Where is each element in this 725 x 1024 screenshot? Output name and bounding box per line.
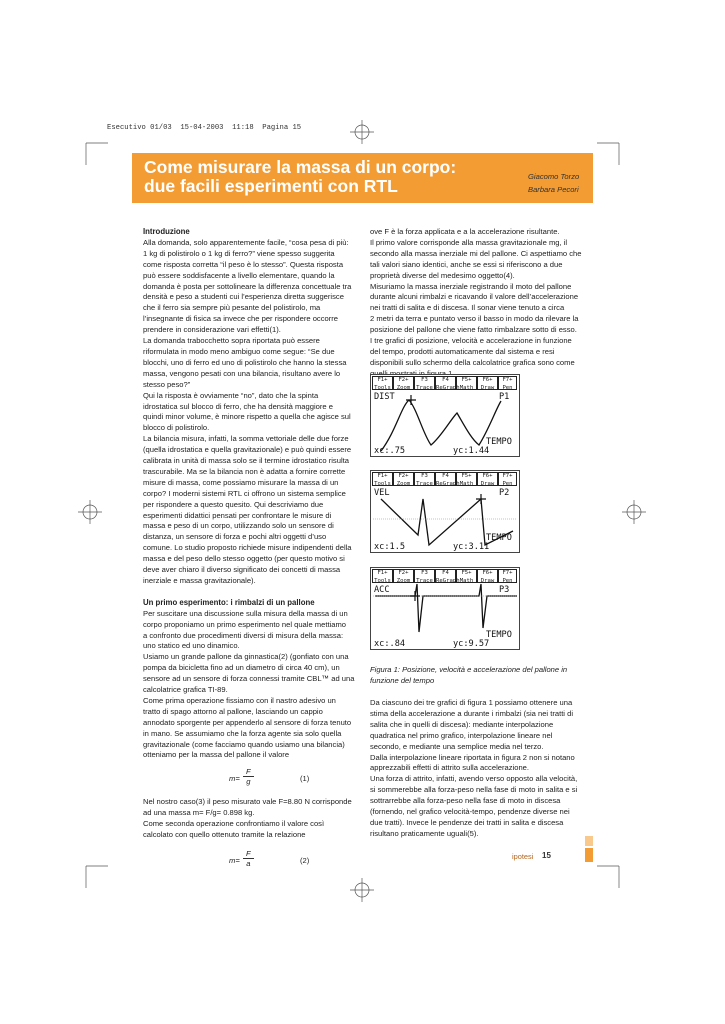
text-line: Da ciascuno dei tre grafici di figura 1 possiamo ottenere una [370,698,573,707]
calc-quantity-label: DIST [374,392,395,402]
text-line: ove F è la forza applicata e a la accelerazione risultante. [370,227,560,236]
page-title [144,158,456,196]
text-line: risultano praticamente uguali(5). [370,828,479,838]
calc-menu-item: F3 Trace [414,472,435,486]
text-line: Come seconda operazione confrontiamo il valore così [143,819,325,829]
calc-menu-item: F2+ Zoom [393,569,414,583]
calc-quantity-label: VEL [374,488,390,498]
text-line: secondo alla massa inerziale mi del pallone. Ci aspettiamo che [370,248,582,258]
text-line: trascurabile. Ma se la bilancia non è adatta a fornire corrette [143,466,346,476]
calc-cursor [406,395,416,405]
text-line: gravitazionale (come facciamo quando usiamo una bilancia) [143,739,345,749]
calc-menu-item: F6+ Draw [477,569,498,583]
text-line: proprietà diverse del medesimo oggetto(4). [370,270,515,280]
calc-x-readout: xc:.75 [374,446,406,456]
text-line: Qui la risposta è ovviamente “no”, dato che la spinta [143,390,319,400]
text-line: deve aver chiaro il diverso significato dei concetti di massa [143,565,341,575]
calc-axis-label: TEMPO [486,437,512,447]
text-line: salita che in quelli di discesa): mediante interpolazione [370,719,554,729]
text-line: secondo, e mediante una semplice media nel terzo. [370,741,544,751]
text-line: (fornendo, nel grafico velocità-tempo, pendenze diverse nei [370,807,570,817]
calc-quantity-label: ACC [374,585,390,595]
text-line: calcolato con quello ottenuto tramite la relazione [143,830,306,840]
text-line: 2 metri da terra e puntato verso il basso in modo da rilevare la [370,314,579,324]
calc-plot-id: P3 [499,585,510,595]
text-line: domanda è posta per sottolineare la differenza concettuale tra [143,281,352,291]
calc-menu-item: F4 ReGraph [436,570,460,584]
text-line: pompa da bicicletta fino ad un diametro di circa 40 cm), un [143,663,340,673]
text-line: tali valori siano identici, anche se essi si riferiscono a due [370,259,563,269]
calc-axis-label: TEMPO [486,533,512,543]
text-line: del tempo, prodotti automaticamente dal sistema e resi [370,346,555,356]
calc-menu-item: F5+ Math [456,376,477,390]
calc-screen-acc [370,567,520,650]
text-line: calcolatrice grafica TI-89. [143,685,228,695]
text-line: Nel nostro caso(3) il peso misurato vale F=8.80 N corrisponde [143,797,352,807]
author-1: Giacomo Torzo [528,172,580,181]
text-line: stima della accelerazione a durante i rimbalzi (sia nei tratti di [370,708,574,718]
text-line: quadratica nel primo grafico, interpolazione lineare nel [370,730,553,740]
text-line: (quella idrostatica e quella gravitazionale) e può quindi essere [143,445,352,455]
text-line: si sommerebbe alla forza-peso nella fase di moto in salita e si [370,785,578,795]
text-line: uno statico ed uno dinamico. [143,641,240,651]
calc-menu-item: F1+ Tools [372,472,393,486]
calc-menu-item: F5+ Math [456,472,477,486]
text-line: sensore ad un sensore di forza connessi tramite CBL™ ad una [143,674,355,684]
text-line: calibrata in unità di massa solo se il termine idrostatico risulta [143,456,349,466]
calc-axis-label: TEMPO [486,630,512,640]
calc-y-readout: yc:3.11 [453,542,490,552]
text-line: può essere soddisfacente a livello elementare, quando la [143,270,335,280]
text-line: densità e peso a studenti cui l’esperienza diretta suggerisce [143,292,344,302]
calc-menu-item: F7+ Pen [498,569,517,583]
text-line: quindi minor volume, è minore rispetto a quella che agisce sul [143,412,351,422]
text-line: La domanda trabocchetto sopra riportata può essere [143,336,320,346]
text-line: 1 kg di polistirolo o 1 kg di ferro?” viene spesso suggerita [143,248,335,258]
formula-1 [143,767,363,791]
calc-x-readout: xc:1.5 [374,542,406,552]
text-line: Il primo valore corrisponde alla massa gravitazionale mg, il [370,237,568,247]
footer-section-label: ipotesi [512,852,534,861]
calc-menu-item: F7+ Pen [498,376,517,390]
text-line: inerziale e massa gravitazionale). [143,576,256,585]
text-line: nei tratti di salita e di discesa. Il sonar viene tenuto a circa [370,303,565,313]
experiment-1-paragraph [143,609,363,762]
formula-2-denominator: a [246,859,251,869]
text-line: due tratti). Invece le pendenze dei tratti in salita e discesa [370,817,564,827]
right-column-top [370,227,588,380]
text-line: otteniamo per la massa del pallone il valore [143,750,290,760]
text-line: Come prima operazione fissiamo con il nastro adesivo un [143,695,336,705]
formula-2-numerator: F [243,849,254,859]
text-line: massa e del peso dello stesso oggetto (per questo motivo si [143,554,345,564]
calc-y-readout: yc:9.57 [453,639,490,649]
calc-menu-item: F6+ Draw [477,376,498,390]
formula-1-lhs: m= [229,774,240,784]
text-line: riformulata in modo meno ambiguo come segue: “Se due [143,346,335,356]
figure-caption: Figura 1: Posizione, velocità e accelerazione del pallone in funzione del tempo [370,665,568,685]
text-line: a confronto due procedimenti diversi di misura della massa: [143,630,344,640]
author-2: Barbara Pecori [528,185,579,194]
authors [528,170,579,196]
calc-menu-item: F6+ Draw [477,472,498,486]
text-line: idrostatica sul blocco di ferro, che ha densità maggiore e [143,401,333,411]
formula-2-tag: (2) [300,856,310,866]
text-line: esperimenti didattici pensati per confrontare le misure di [143,510,332,520]
text-line: disponibili sullo schermo della calcolatrice grafica sono come [370,357,575,367]
calc-y-readout: yc:1.44 [453,446,490,456]
text-line: Misuriamo la massa inerziale registrando il moto del pallone [370,281,572,291]
page-number: 15 [542,851,551,860]
calc-menu-item: F4 ReGraph [436,377,460,391]
text-line: durante alcuni rimbalzi e ricavando il valore dell’accelerazione [370,292,579,302]
calc-menu-item: F7+ Pen [498,472,517,486]
intro-paragraph [143,238,363,587]
title-line-1: Come misurare la massa di un corpo: [144,157,457,177]
left-column [143,227,363,873]
title-line-2: due facili esperimenti con RTL [144,176,398,196]
footer-accent-light [585,836,593,846]
text-line: come risposta corretta “il peso è lo stesso”. Questa risposta [143,259,344,269]
calc-curve [381,400,501,451]
formula-2 [143,849,363,873]
text-line: apprezzabili effetti di attrito sulla accelerazione. [370,763,529,773]
calc-menu-item: F1+ Tools [372,376,393,390]
text-line: Usiamo un grande pallone da ginnastica(2) (gonfiato con una [143,652,349,662]
text-line: La bilancia misura, infatti, la somma vettoriale delle due forze [143,434,349,444]
text-line: in mano. Se assumiamo che la forza agente sia solo quella [143,728,342,738]
text-line: massa e peso di un corpo, utilizzando solo un sensore di [143,521,334,531]
text-line: comune. Lo studio proposto richiede misure indipendenti della [143,543,352,553]
text-line: corpo proponiamo un primo esperimento nel quale mettiamo [143,619,347,629]
footer-accent [585,848,593,862]
formula-2-lhs: m= [229,856,240,866]
text-line: corpo? I moderni sistemi RTL ci offrono un sistema semplice [143,488,346,498]
right-column-bottom [370,698,588,840]
text-line: prendere in considerazione vari effetti(1). [143,325,281,335]
heading-experiment-1: Un primo esperimento: i rimbalzi di un pallone [143,597,315,607]
calc-menu-item: F1+ Tools [372,569,393,583]
formula-1-numerator: F [243,767,254,777]
text-line: posizione del pallone che viene fatto rimbalzare sotto di esso. [370,325,577,335]
text-line: stesso peso?” [143,379,191,389]
text-line: tratto di spago attorno al pallone, lasciando un cappio [143,706,323,716]
text-line: blocco di polistirolo. [143,423,210,433]
text-line: l’insegnante di fisica sa invece che per rispondere occorre [143,314,339,324]
text-line: Una forza di attrito, infatti, avendo verso opposto alla velocità, [370,774,578,784]
text-line: massa, vengono pesati con una bilancia, risultano avere lo [143,368,341,378]
calc-curve [375,584,517,632]
text-line: Dalla interpolazione lineare riportata in figura 2 non si notano [370,752,575,762]
print-slug: Esecutivo 01/03 15-04-2003 11:18 Pagina 15 [107,124,302,132]
text-line: misure di massa, come possiamo misurare la massa di un [143,477,339,487]
text-line: Alla domanda, solo apparentemente facile, “cosa pesa di più: [143,237,349,247]
calc-menu-item: F5+ Math [456,569,477,583]
experiment-1-paragraph-2 [143,797,363,841]
text-line: per rispondere a questo quesito. Qui descriviamo due [143,499,324,509]
text-line: distanza, un sensore di forza e pochi altri oggetti d’uso [143,532,327,542]
calc-x-readout: xc:.84 [374,639,406,649]
calc-menu-item: F3 Trace [414,376,435,390]
calc-plot-id: P1 [499,392,510,402]
text-line: che il ferro sia sempre più pesante del polistirolo, ma [143,303,321,313]
calc-menu-item: F3 Trace [414,569,435,583]
text-line: Per suscitare una discussione sulla misura della massa di un [143,608,348,618]
text-line: ad una massa m= F/g= 0.898 kg. [143,808,255,818]
calc-menu-item: F4 ReGraph [436,473,460,487]
calc-cursor [410,591,420,601]
heading-introduzione: Introduzione [143,227,190,236]
calc-screen-vel [370,470,520,553]
text-line: annodato sporgente per appenderlo al sensore di forza tenuto [143,717,352,727]
calc-menu-item: F2+ Zoom [393,472,414,486]
calc-screen-dist [370,374,520,457]
formula-1-tag: (1) [300,774,310,784]
text-line: sottrarrebbe alla forza-peso nella fase di moto in discesa [370,796,561,806]
calc-menu-item: F2+ Zoom [393,376,414,390]
text-line: I tre grafici di posizione, velocità e accelerazione in funzione [370,336,572,346]
formula-1-denominator: g [246,777,251,787]
text-line: blocchi, uno di ferro ed uno di polistirolo che hanno la stessa [143,357,347,367]
calc-plot-id: P2 [499,488,510,498]
